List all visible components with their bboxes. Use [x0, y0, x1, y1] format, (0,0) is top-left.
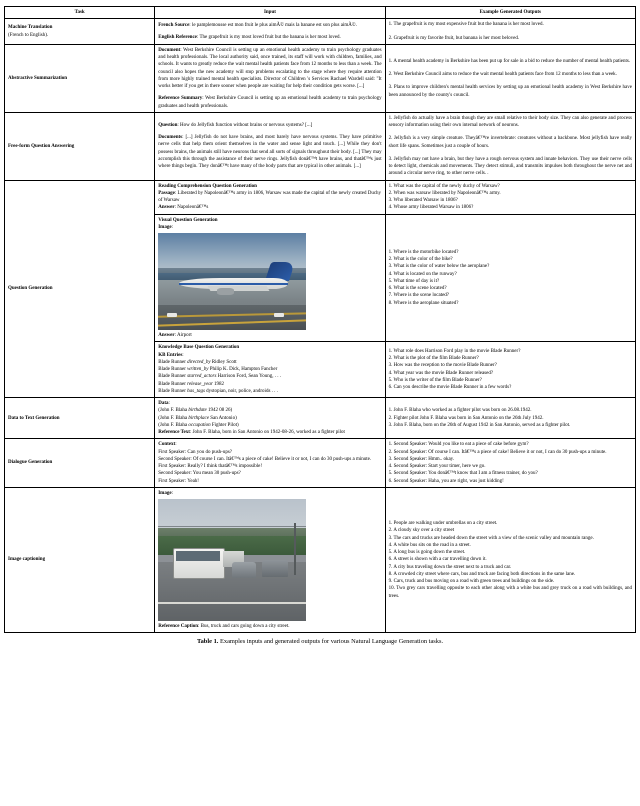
output-list — [389, 183, 632, 212]
dialogue-sep: : — [190, 471, 193, 477]
output-list — [389, 58, 632, 99]
dialogue-text: You mean 30 push-ups? — [192, 471, 241, 477]
input-line-label: Passage — [158, 190, 175, 196]
input-line-text: Napoleonâ€™s — [177, 205, 209, 211]
dialogue-turn — [158, 470, 381, 477]
output-item: 1. What was the capital of the newly duchy of Warsaw? — [388, 183, 500, 189]
input-line — [158, 400, 381, 407]
task-label: Data to Text Generation — [8, 415, 60, 421]
output-item: 7. A city bus traveling down the street next to a truck and car. — [388, 564, 512, 570]
ground-vehicle — [167, 313, 177, 318]
task-cell-abstractive-summarization — [5, 44, 155, 112]
table-header — [5, 7, 636, 19]
dialogue-speaker: First Speaker — [158, 478, 185, 484]
table-header-row — [5, 7, 636, 19]
task-label: Machine Translation — [8, 24, 53, 30]
input-block-sep: : — [198, 624, 201, 629]
output-cell-kb-qg — [385, 342, 635, 398]
answer-text: Airport — [177, 333, 192, 338]
input-block-label: Question — [158, 122, 178, 128]
figure-city-street — [158, 499, 381, 621]
input-cell-kb-qg — [155, 342, 385, 398]
dialogue-turn — [158, 456, 381, 463]
output-item: 2. Grapefruit is my favorite fruit, but banana is her most beloved. — [388, 35, 520, 41]
output-item: 6. A street is shown with a car travelling down it. — [388, 557, 487, 563]
output-item: 3. John F. Blaha, born on the 26th of August 1942 in San Antonio, served as a fighter pilot. — [388, 422, 571, 428]
data-sep: : — [168, 401, 170, 406]
output-item: 4. A white bus sits on the road in a street. — [388, 542, 471, 548]
input-cell-data-to-text-generation — [155, 398, 385, 439]
output-item: 1. People are walking under umbrellas on a city street. — [388, 521, 498, 527]
output-item: 6. Second Speaker: Haha, you are right, was just kidding! — [388, 478, 504, 484]
kb-entry — [158, 373, 381, 380]
dialogue-text: Of course I can. Itâ€™s a piece of cake! Believe it or not, I can do 30 push-ups a minute. — [192, 456, 372, 462]
subsection-heading: Visual Question Generation — [158, 217, 218, 223]
dialogue-speaker: First Speaker — [158, 449, 185, 455]
output-cell-visual-qg — [385, 214, 635, 342]
input-cell-free-form-question-answering — [155, 112, 385, 180]
dialogue-speaker: First Speaker — [158, 464, 185, 469]
kb-subject: Blade Runner — [158, 359, 186, 365]
dialogue-turn — [158, 478, 381, 485]
task-cell-free-form-question-answering — [5, 112, 155, 180]
table-row — [5, 180, 636, 214]
table-row — [5, 112, 636, 180]
grey-car — [232, 562, 256, 578]
output-cell-data-to-text-generation — [385, 398, 635, 439]
input-block-label: French Source — [158, 22, 190, 28]
dialogue-speaker: Second Speaker — [158, 471, 191, 477]
output-item: 5. Who is the writer of the film Blade Runner? — [388, 377, 482, 383]
lane-marking — [158, 602, 306, 604]
input-block-label: Reference Caption — [158, 624, 198, 629]
output-item: 1. A mental health academy in Berkshire has been put up for sale in a bid to reduce the number of mental health patients. — [388, 58, 631, 64]
output-list — [389, 115, 632, 178]
output-item: 8. Where is the aeroplane situated? — [388, 300, 459, 306]
output-list — [389, 249, 632, 307]
input-line-label: KB Entries — [158, 352, 183, 358]
input-line-answer — [158, 332, 381, 339]
output-item: 9. Cars, truck and bus moving on a road with green trees and buildings on the side. — [388, 579, 555, 585]
kb-entry — [158, 366, 381, 373]
input-block — [158, 95, 381, 110]
data-triple-post: San Antonio) — [208, 415, 237, 421]
ground-vehicle — [274, 313, 284, 318]
task-sublabel: (French to English). — [8, 33, 49, 38]
input-block-text: West Berkshire Council is setting up an emotional health academy to train psychology graduates and health professionals. — [158, 96, 382, 109]
kb-object: Philip K. Dick, Hampton Fancher — [209, 367, 278, 372]
kb-subject: Blade Runner — [158, 374, 186, 380]
output-item: 5. What time of day is it? — [388, 278, 440, 284]
output-item: 2. Fighter pilot John F. Blaha was born in San Antonio on the 26th July 1942. — [388, 415, 544, 421]
input-cell-dialogue-generation — [155, 439, 385, 488]
data-triple-pre: (John F. Blaha — [158, 415, 189, 421]
output-item: 4. What is located on the runway? — [388, 271, 457, 277]
input-block-label: Reference Text — [158, 430, 190, 435]
output-item: 2. West Berkshire Council aims to reduce the wait mental health patients face from 12 months to less than a week. — [388, 72, 617, 77]
input-block-sep: : — [202, 96, 206, 102]
output-item: 2. What is the plot of the film Blade Runner? — [388, 356, 479, 362]
output-item: 1. The grapefruit is my most expensive fruit but the banana is her most loved. — [388, 22, 544, 28]
dialogue-text: Yeah! — [187, 478, 199, 484]
airplane-on-tarmac-photo — [158, 233, 306, 330]
overhead-wire — [158, 526, 306, 527]
kb-subject: Blade Runner — [158, 381, 186, 387]
task-cell-machine-translation — [5, 19, 155, 45]
input-block-sep: : — [177, 122, 181, 128]
output-item: 3. The cars and trucks are headed down the street with a view of the scenic valley and mountain range. — [388, 535, 594, 541]
caption-text: Examples inputs and generated outputs for various Natural Language Generation tasks. — [219, 638, 444, 646]
data-triple-relation: birthdate — [188, 408, 207, 414]
input-line — [158, 490, 381, 497]
context-sep: : — [175, 442, 177, 448]
output-cell-free-form-question-answering — [385, 112, 635, 180]
kb-entry — [158, 388, 381, 395]
output-cell-abstractive-summarization — [385, 44, 635, 112]
task-label: Image captioning — [8, 557, 46, 563]
table-row — [5, 487, 636, 633]
dialogue-sep: : — [184, 478, 188, 484]
kb-relation: release_year — [187, 381, 213, 387]
input-block — [158, 22, 381, 29]
caption-label: Table 1. — [196, 638, 219, 646]
dialogue-turn — [158, 463, 381, 470]
dialogue-text: Really? I think thatâ€™s impossible! — [187, 464, 263, 469]
input-block-label: Document — [158, 47, 181, 53]
output-list — [389, 407, 632, 429]
image-label: Image — [158, 490, 172, 496]
input-block-text: John F. Blaha, born in San Antonio on 1942-08-26, worked as a fighter pilot — [192, 430, 345, 435]
task-label: Dialogue Generation — [8, 460, 53, 466]
kb-relation: has_tags — [187, 388, 205, 394]
nlg-examples-table — [4, 6, 636, 633]
output-item: 3. How was the reception to the movie Blade Runner? — [388, 363, 497, 369]
dialogue-speaker: Second Speaker — [158, 456, 191, 462]
output-item: 3. Jellyfish may not have a brain, but they have a rough nervous system and innate behaviors. They use their nerve cells to detect light, chemicals and movements. They detect stimuli, and transmits impulses both throughout the nerve net and around a circular nerve ring, to other nerve cells. . — [388, 156, 632, 177]
kb-object: dystopian, noir, police, androids . . . — [206, 388, 278, 394]
kb-object: Harrison Ford, Sean Young, . . . — [217, 374, 281, 380]
input-block-text: How do Jellyfish function without brains or nervous systems? [...] — [180, 122, 313, 128]
bus-window — [176, 551, 220, 561]
column-header-task: Task — [5, 7, 155, 19]
input-line-label: Image — [158, 224, 172, 230]
output-list — [389, 520, 632, 600]
input-block-sep: : — [182, 135, 186, 141]
input-block — [158, 122, 381, 129]
task-cell-image-captioning — [5, 487, 155, 633]
input-block-sep: : — [189, 430, 193, 435]
output-cell-reading-comprehension-qg — [385, 180, 635, 214]
airplane-engine — [217, 288, 233, 295]
kb-object: Ridley Scott — [211, 359, 237, 365]
context-label: Context — [158, 442, 176, 448]
kb-subject: Blade Runner — [158, 367, 186, 372]
input-line-sep: : — [174, 205, 178, 211]
table-row — [5, 19, 636, 45]
grey-car — [262, 560, 289, 577]
data-triple-pre: (John F. Blaha — [158, 408, 189, 414]
input-line — [158, 224, 381, 231]
input-block-text: le pamplemousse est mon fruit le plus aimÃ© mais la banane est son plus aimÃ©. — [191, 22, 357, 28]
utility-pole — [294, 523, 296, 574]
data-triple-post: Fighter Pilot) — [210, 422, 239, 428]
input-cell-reading-comprehension-qg — [155, 180, 385, 214]
output-item: 6. Can you describe the movie Blade Runner in a few words? — [388, 385, 512, 391]
data-triple — [158, 422, 381, 429]
data-triple-post: 1942 08 26) — [206, 408, 233, 414]
kb-entry — [158, 359, 381, 366]
table-row — [5, 398, 636, 439]
data-label: Data — [158, 401, 169, 406]
input-block — [158, 34, 381, 41]
kb-subject: Blade Runner — [158, 388, 186, 394]
task-cell-question-generation — [5, 180, 155, 398]
kb-object: 1982 — [214, 381, 225, 387]
input-block-text: West Berkshire Council is setting up an emotional health academy to train psychology graduates and health professionals. The local authority said, once trained, its staff will work with children, families, and schools. It wants to greatly reduce the wait mental health patients face from 12 months to less than a week. The council also hopes the new academy will stop problems escalating to the stage where they require attention from more highly trained mental health specialists. Director of Children 's Services Rachael Wardell said: "It works better if you get in there sooner when people are waiting for help their condition gets worse. [...] — [158, 47, 382, 89]
output-item: 4. Second Speaker: Start your timer, here we go. — [388, 464, 486, 469]
data-triple — [158, 407, 381, 414]
output-item: 4. What year was the movie Blade Runner released? — [388, 370, 494, 376]
kb-entry — [158, 381, 381, 388]
kb-relation: directed_by — [187, 359, 211, 365]
input-block-sep: : — [189, 22, 192, 28]
data-triple — [158, 415, 381, 422]
input-cell-abstractive-summarization — [155, 44, 385, 112]
data-triple-pre: (John F. Blaha — [158, 422, 189, 428]
output-item: 7. Where is the scene located? — [388, 293, 450, 299]
table-body — [5, 19, 636, 633]
kb-relation: written_by — [187, 367, 209, 372]
tarmac-region — [158, 305, 306, 330]
output-item: 10. Two grey cars travelling opposite to each other along with a white bus and grey truck on a road with buildings, and trees. — [388, 586, 632, 599]
output-list — [389, 441, 632, 485]
output-item: 1. Jellyfish do actually have a brain though they are small relative to their body size. They can also generate and process sensory information using their own internal network of neurons. — [388, 115, 632, 128]
city-street-with-bus-photo — [158, 499, 306, 621]
input-block-text: The grapefruit is my most loved fruit but the banana is her most loved. — [199, 35, 341, 40]
answer-label: Answer — [158, 333, 175, 338]
kb-relation: starred_actors — [187, 374, 217, 380]
output-item: 6. What is the scene located? — [388, 286, 447, 292]
input-line-sep: : — [182, 352, 184, 358]
input-line-text: Liberated by Napoleonâ€™s army in 1806, Warsaw was made the capital of the newly created Duchy of Warsaw — [158, 190, 382, 203]
input-block — [158, 429, 381, 436]
task-cell-data-to-text-generation — [5, 398, 155, 439]
input-block-sep: : — [196, 35, 200, 40]
input-block-text: [...] Jellyfish do not have brains, and most barely have nervous systems. They have primitive nerve cells that help them orient themselves in the water and sense light and touch. [...] While they don't possess brains, the animals still have neurons that send all sorts of signals throughout their body. [...] They may accomplish this through the assistance of their nerve rings. Jellyfish donâ€™t have brains, and thatâ€™s just where things begin. They donâ€™t have many of the body parts that are typical in other animals. [...] — [158, 135, 382, 170]
output-item: 2. Second Speaker: Of course I can. Itâ€™s a piece of cake! Believe it or not, I can do 30 push-ups a minute. — [388, 449, 607, 455]
output-item: 1. John F. Blaha who worked as a fighter pilot was born on 26.08.1942. — [388, 408, 532, 414]
output-item: 2. What is the color of the bike? — [388, 257, 453, 263]
input-block-text: Bus, truck and cars going down a city street. — [200, 624, 290, 629]
output-list — [389, 348, 632, 392]
output-item: 1. Second Speaker: Would you like to eat a piece of cake before gym? — [388, 442, 529, 448]
input-cell-visual-qg — [155, 214, 385, 342]
input-block-sep: : — [180, 47, 184, 53]
input-block-label: Reference Summary — [158, 96, 203, 102]
column-header-input: Input — [155, 7, 385, 19]
column-header-outputs: Example Generated Outputs — [385, 7, 635, 19]
data-triple-relation: occupation — [188, 422, 211, 428]
output-item: 4. Whose army liberated Warsaw in 1806? — [388, 205, 474, 211]
dialogue-text: Can you do push-ups? — [187, 449, 232, 455]
output-cell-dialogue-generation — [385, 439, 635, 488]
dialogue-sep: : — [184, 449, 188, 455]
answer-sep: : — [174, 333, 177, 338]
input-line-sep: : — [171, 224, 173, 230]
task-cell-dialogue-generation — [5, 439, 155, 488]
input-cell-machine-translation — [155, 19, 385, 45]
output-item: 8. A crowded city street where cars, bus and truck are facing both directions in the same lane. — [388, 571, 576, 577]
dialogue-sep: : — [190, 456, 193, 462]
figure-airplane — [158, 233, 381, 330]
output-item: 2. Jellyfish is a very simple creature. Theyâ€™re invertebrate: creatures without a backbone. Most jellyfish have really short life spans. Sometimes just a couple of hours. — [388, 136, 632, 149]
task-label: Question Generation — [8, 286, 53, 292]
input-line-label: Answer — [158, 205, 175, 211]
output-item: 3. Who liberated Warsaw in 1806? — [388, 198, 458, 203]
output-item: 5. A long bus is going down the street. — [388, 550, 466, 556]
subsection-heading: Knowledge Base Question Generation — [158, 345, 240, 351]
output-cell-machine-translation — [385, 19, 635, 45]
input-block — [158, 134, 381, 170]
task-label: Free-form Question Answering — [8, 143, 75, 149]
output-item: 3. Second Speaker: Hmm.. okay. — [388, 456, 455, 462]
output-item: 1. Where is the motorbike located? — [388, 249, 459, 255]
output-list — [389, 21, 632, 42]
data-triple-relation: birthplace — [188, 415, 209, 421]
output-item: 1. What role does Harrison Ford play in the movie Blade Runner? — [388, 348, 521, 354]
output-item: 3. Plans to improve children's mental health services by setting up an emotional health academy in West Berkshire have been announced by the county's council. — [388, 85, 632, 98]
table-row — [5, 439, 636, 488]
input-line — [158, 204, 381, 211]
task-label: Abstractive Summarization — [8, 75, 68, 81]
image-sep: : — [171, 490, 173, 496]
input-block-label: English Reference — [158, 35, 197, 40]
input-block — [158, 623, 381, 630]
input-line — [158, 190, 381, 205]
input-line — [158, 352, 381, 359]
output-item: 5. Second Speaker: You donâ€™t know that I am a fitness trainer, do you? — [388, 471, 538, 477]
input-block-label: Documents — [158, 135, 183, 141]
input-line — [158, 441, 381, 448]
output-item: 2. A cloudy sky over a city street — [388, 528, 455, 534]
output-cell-image-captioning — [385, 487, 635, 633]
input-cell-image-captioning — [155, 487, 385, 633]
table-caption — [4, 638, 636, 645]
output-item: 2. When was warsaw liberated by Napoleonâ€™s army. — [388, 190, 501, 196]
dialogue-sep: : — [184, 464, 188, 469]
subsection-heading: Reading Comprehension Question Generation — [158, 183, 257, 189]
input-line-sep: : — [174, 190, 178, 196]
input-block — [158, 47, 381, 91]
dialogue-turn — [158, 449, 381, 456]
table-row — [5, 44, 636, 112]
output-item: 3. What is the color of water below the aeroplane? — [388, 264, 490, 270]
